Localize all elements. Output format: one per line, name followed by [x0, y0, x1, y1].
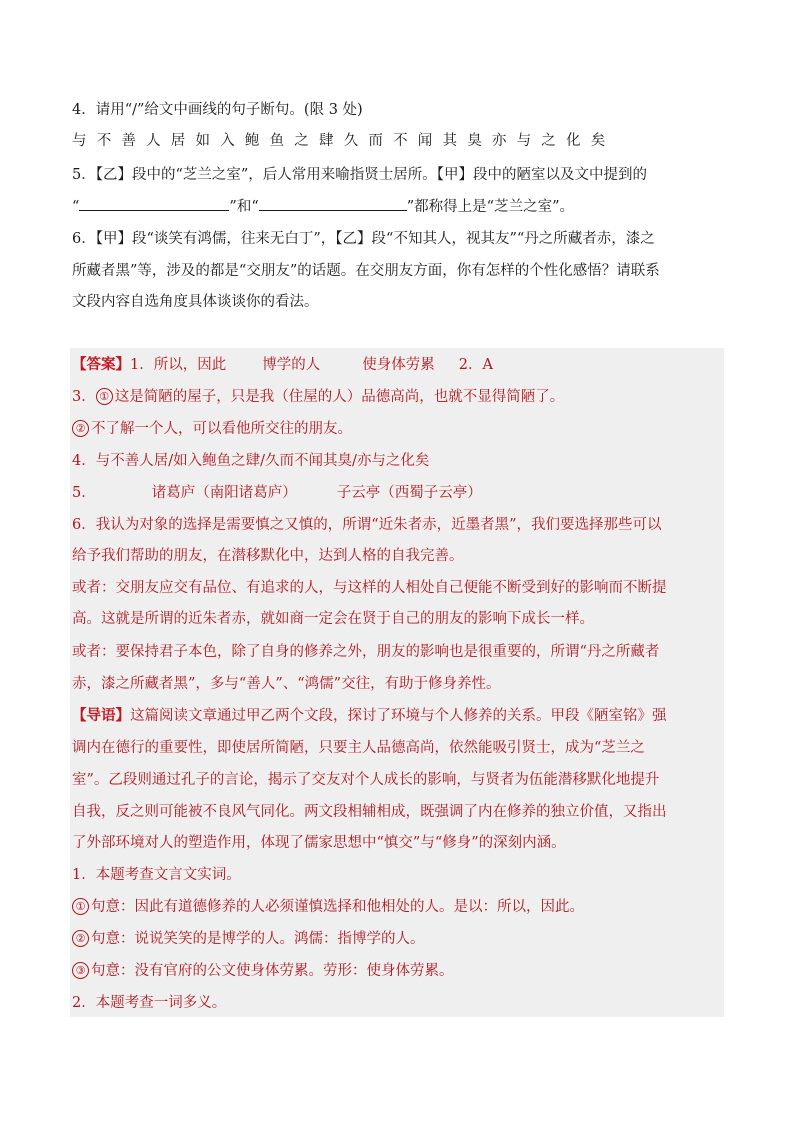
- guide-line1: [72, 706, 667, 726]
- answer-6-line5: 或者：要保持君子本色，除了自身的修养之外，朋友的影响也是很重要的，所谓“丹之所藏者: [72, 644, 660, 660]
- analysis-1: 1．本题考查文言文实词。: [72, 867, 241, 883]
- question-5-line2: [72, 196, 574, 217]
- question-4-prompt: 4．请用“/”给文中画线的句子断句。(限 3 处): [72, 102, 363, 118]
- guide-line2: 调内在德行的重要性，即使居所简陋，只要主人品德高尚，依然能吸引贤士，成为“芝兰之: [72, 740, 645, 756]
- analysis-1-item2: [72, 929, 425, 949]
- analysis-1-text3: 句意：没有官府的公文使身体劳累。劳形：使身体劳累。: [91, 963, 454, 979]
- guide-text1: 这篇阅读文章通过甲乙两个文段，探讨了环境与个人修养的关系。甲段《陋室铭》强: [130, 708, 667, 724]
- guide-line3: 室”。乙段则通过孔子的言论，揭示了交友对个人成长的影响，与贤者为伍能潜移默化地提升: [72, 772, 660, 788]
- analysis-2: 2．本题考查一词多义。: [72, 995, 227, 1011]
- analysis-1-text2: 句意：说说笑笑的是博学的人。鸿儒：指博学的人。: [91, 931, 425, 947]
- answer-6-line1: 6．我认为对象的选择是需要慎之又慎的，所谓“近朱者赤，近墨者黑”，我们要选择那些可以: [72, 517, 662, 533]
- answer-3-text1: 这是简陋的屋子，只是我（住屋的人）品德高尚，也就不显得简陋了。: [114, 389, 565, 405]
- answer-3-line1: [72, 387, 564, 407]
- circled-number-2-icon: ②: [72, 420, 89, 437]
- analysis-1-item3: [72, 961, 454, 981]
- answer-tag: 【答案】: [72, 356, 130, 373]
- answer-6-line3: 或者：交朋友应交有品位、有追求的人，与这样的人相处自己便能不断受到好的影响而不断提: [72, 580, 667, 596]
- q5-end: ”都称得上是“芝兰之室”。: [406, 199, 574, 215]
- answer-5: [72, 483, 482, 503]
- guide-line5: 了外部环境对人的塑造作用，体现了儒家思想中“慎交”与“修身”的深刻内涵。: [72, 835, 566, 851]
- guide-line4: 自我，反之则可能被不良风气同化。两文段相辅相成，既强调了内在修养的独立价值，又指出: [72, 804, 667, 820]
- circled-number-2-icon: ②: [72, 930, 89, 947]
- answer-5-num: 5．: [72, 485, 96, 501]
- question-4-sentence: 与不善人居如入鲍鱼之肆久而不闻其臭亦与之化矣: [72, 133, 616, 149]
- circled-number-1-icon: ①: [72, 898, 89, 915]
- answer-6-line4: 高。这就是所谓的近朱者赤，就如商一定会在贤于自己的朋友的影响下成长一样。: [72, 611, 594, 627]
- answer-3-line2: [72, 419, 352, 439]
- circled-number-3-icon: ③: [72, 962, 89, 979]
- answer-5-b: 子云亭（西蜀子云亭）: [336, 485, 482, 501]
- question-5-line1: 5．【乙】段中的“芝兰之室”，后人常用来喻指贤士居所。【甲】段中的陋室以及文中提到的: [72, 167, 648, 183]
- answer-3-text2: 不了解一个人，可以看他所交往的朋友。: [91, 421, 352, 437]
- answer-4: 4．与不善人居/如入鲍鱼之肆/久而不闻其臭/亦与之化矣: [72, 453, 430, 469]
- q5-mid: ”和“: [229, 199, 259, 215]
- circled-number-1-icon: ①: [96, 388, 113, 405]
- question-6-line1: 6．【甲】段“谈笑有鸿儒，往来无白丁”，【乙】段“不知其人，视其友”“丹之所藏者赤，漆之: [72, 231, 655, 247]
- answer-1-c: 使身体劳累: [362, 357, 435, 373]
- answer-3-num: 3．: [72, 389, 96, 405]
- question-6-line2: 所藏者黑”等，涉及的都是“交朋友”的话题。在交朋友方面，你有怎样的个性化感悟？请联系: [72, 263, 660, 279]
- analysis-1-item1: [72, 897, 584, 917]
- answer-5-a: 诸葛庐（南阳诸葛庐）: [151, 485, 297, 501]
- answer-line-1: [72, 355, 493, 375]
- question-6-line3: 文段内容自选角度具体谈谈你的看法。: [72, 294, 319, 310]
- answer-2: 2．A: [458, 357, 493, 373]
- analysis-1-text1: 句意：因此有道德修养的人必须谨慎选择和他相处的人。是以：所以，因此。: [91, 899, 584, 915]
- answer-6-line6: 赤，漆之所藏者黑”，多与“善人”、“鸿儒”交往，有助于修身养性。: [72, 676, 501, 692]
- q5-blank-1[interactable]: [79, 196, 229, 211]
- answer-1-a: 1．所以，因此: [130, 357, 227, 373]
- guide-tag: 【导语】: [72, 707, 130, 724]
- answer-1-b: 博学的人: [262, 357, 321, 373]
- q5-open-quote: “: [72, 199, 80, 215]
- answer-6-line2: 给予我们帮助的朋友，在潜移默化中，达到人格的自我完善。: [72, 548, 464, 564]
- q5-blank-2[interactable]: [259, 196, 407, 211]
